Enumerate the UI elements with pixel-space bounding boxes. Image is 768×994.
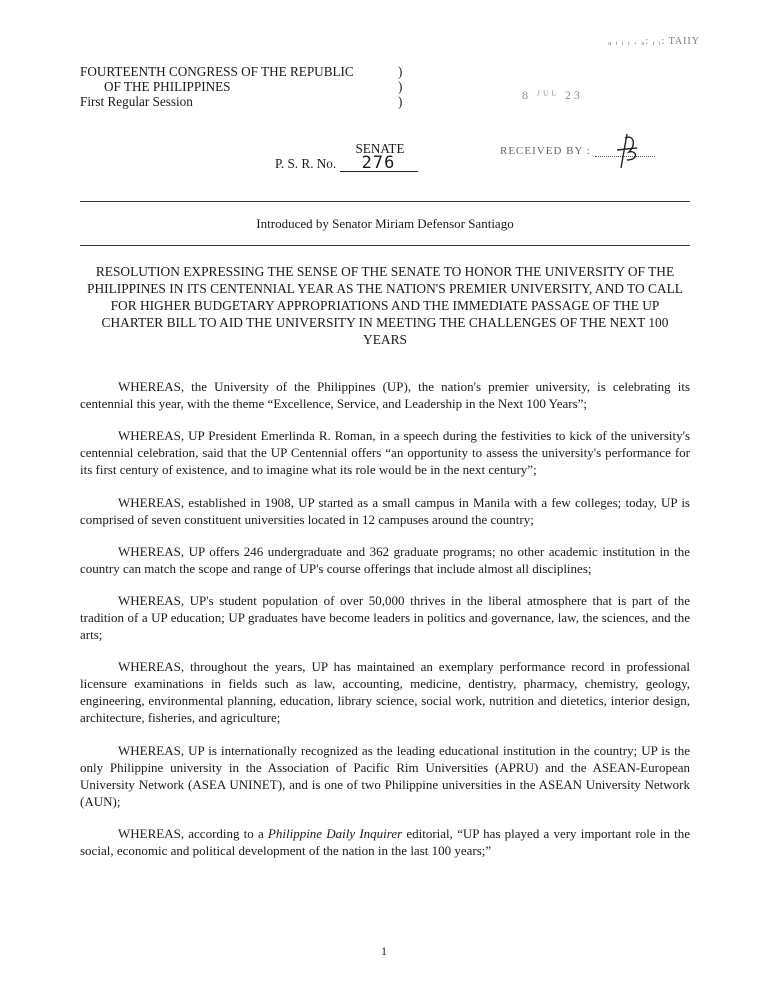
whereas-clause: WHEREAS, the University of the Philippines (UP), the nation's premier university, is celebrating its centennial this year, with the theme “Excellence, Service, and Leadership in the Next 100 Years”;: [80, 379, 690, 411]
receiving-stamp: ᵤ ᵢ ᵢ ᵢ . ᵤ: ᵢ ᵢ: TAIIY: [607, 36, 700, 47]
senate-block: [275, 141, 455, 172]
whereas-clause: WHEREAS, UP President Emerlinda R. Roman, in a speech during the festivities to kick of the university's centennial celebration, said that the UP Centennial offers “an opportunity to assess the university's performance for its first century of existence, and to imagine what its role would be in the next century”;: [80, 428, 690, 478]
congress-line2: OF THE PHILIPPINES: [104, 79, 231, 94]
introduced-by: Introduced by Senator Miriam Defensor Santiago: [256, 216, 514, 231]
signature: [595, 144, 655, 157]
divider: [80, 201, 690, 202]
resolution-title: RESOLUTION EXPRESSING THE SENSE OF THE SENATE TO HONOR THE UNIVERSITY OF THE PHILIPPINES IN ITS CENTENNIAL YEAR AS THE NATION'S PREMIER UNIVERSITY, AND TO CALL FOR HIGHER BUDGETARY APPROPRIATIONS AND THE IMMEDIATE PASSAGE OF THE UP CHARTER BILL TO AID THE UNIVERSITY IN MEETING THE CHALLENGES OF THE NEXT 100 YEARS: [87, 264, 683, 347]
received-by-label: RECEIVED BY :: [500, 145, 591, 157]
paren: ): [398, 94, 403, 109]
clause-text: editorial, “UP has played a very important role in the social, economic and political development of the nation in the last 100 years;”: [80, 826, 691, 859]
psr-number: 276: [340, 156, 418, 172]
session-label: First Regular Session: [80, 94, 193, 109]
whereas-clause: WHEREAS, UP offers 246 undergraduate and 362 graduate programs; no other academic institution in the country can match the scope and range of UP's course offerings that include almost all disciplines;: [80, 543, 690, 576]
page-number: 1: [381, 944, 387, 958]
received-by: [500, 144, 655, 157]
whereas-clause: WHEREAS, established in 1908, UP started as a small campus in Manila with a few colleges; today, UP is comprised of seven constituent universities located in 12 campuses around the country;: [80, 494, 690, 527]
stamp-date: 8 ᴶᵁᴸ 23: [522, 88, 583, 102]
whereas-clause: WHEREAS, UP is internationally recognized as the leading educational institution in the country; UP is the only Philippine university in the Association of Pacific Rim Universities (APRU) and the ASEAN-European University Network (ASEA UNINET), and is one of two Philippine universities in the ASEAN University Network (AUN);: [80, 742, 690, 809]
whereas-clause: [80, 825, 690, 859]
psr-label: P. S. R. No.: [275, 156, 337, 171]
divider: [80, 245, 690, 246]
resolution-body: [80, 378, 690, 874]
newspaper-name: Philippine Daily Inquirer: [267, 826, 403, 842]
congress-header: [80, 64, 418, 109]
congress-line1: FOURTEENTH CONGRESS OF THE REPUBLIC: [80, 64, 354, 79]
paren: ): [398, 79, 403, 94]
whereas-clause: WHEREAS, throughout the years, UP has maintained an exemplary performance record in professional licensure examinations in fields such as law, accounting, medicine, dentistry, pharmacy, chemistry, geology, engineering, environmental planning, education, library science, social work, nutrition and dietetics, interior design, architecture, fisheries, and agriculture;: [80, 659, 690, 726]
paren: ): [398, 64, 403, 79]
whereas-clause: WHEREAS, UP's student population of over 50,000 thrives in the liberal atmosphere that is part of the tradition of a UP education; UP graduates have become leaders in politics and governance, law, the sciences, and the arts;: [80, 593, 690, 643]
clause-text: WHEREAS, according to a: [118, 826, 268, 842]
chamber-label: SENATE: [355, 141, 405, 156]
